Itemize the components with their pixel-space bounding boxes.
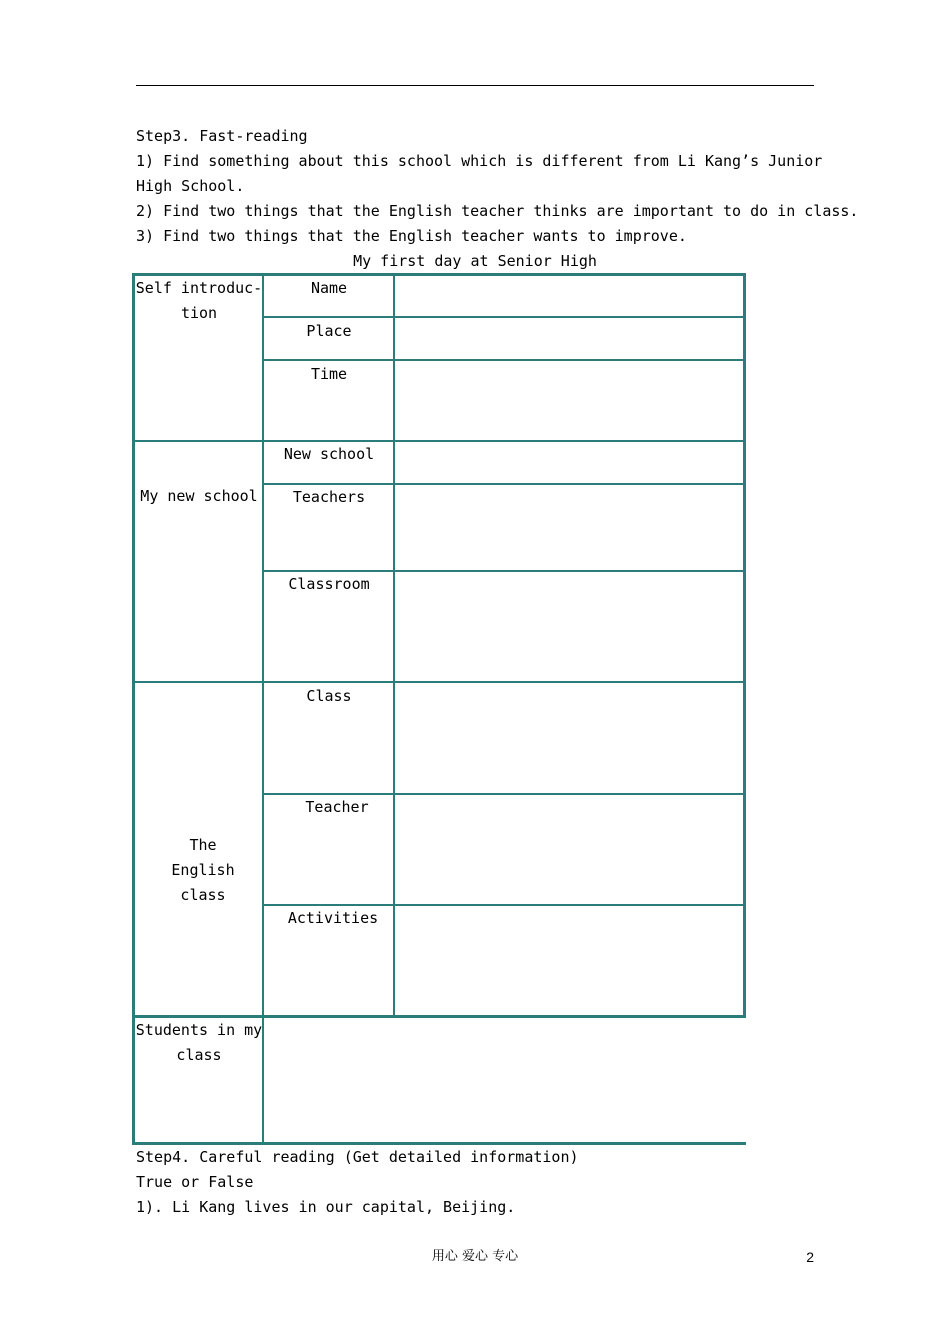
group-students-in-my-class: Students in my class — [135, 1021, 263, 1064]
question-1: 1). Li Kang lives in our capital, Beijing. — [136, 1198, 516, 1216]
task-1-line-1: 1) Find something about this school which is different from Li Kang’s Junior — [136, 152, 823, 170]
row-line — [262, 359, 746, 361]
group-line — [132, 440, 746, 442]
row-label-new-school: New school — [283, 445, 375, 463]
step3-heading: Step3. Fast-reading — [136, 127, 308, 145]
group-english-class-line-3: class — [180, 886, 226, 904]
group-line — [132, 681, 746, 683]
row-label-teachers: Teachers — [292, 488, 366, 506]
group-english-class-line-1: The — [189, 836, 217, 854]
task-3: 3) Find two things that the English teacher wants to improve. — [136, 227, 687, 245]
task-2: 2) Find two things that the English teacher thinks are important to do in class. — [136, 202, 859, 220]
row-label-activities: Activities — [287, 909, 379, 927]
reading-table — [132, 273, 746, 1145]
row-label-teacher: Teacher — [305, 798, 369, 816]
table-border-right — [743, 273, 746, 1018]
row-label-time: Time — [310, 365, 348, 383]
table-title: My first day at Senior High — [353, 252, 597, 270]
row-label-classroom: Classroom — [288, 575, 370, 593]
row-label-name: Name — [310, 279, 348, 297]
group-self-introduction: Self introduc-tion — [135, 279, 263, 322]
true-or-false-heading: True or False — [136, 1173, 254, 1191]
page-number: 2 — [806, 1249, 814, 1265]
group-my-new-school: My new school — [140, 487, 258, 505]
row-label-place: Place — [306, 322, 352, 340]
row-label-class: Class — [306, 687, 352, 705]
step4-heading: Step4. Careful reading (Get detailed information) — [136, 1148, 579, 1166]
footer-text: 用心 爱心 专心 — [431, 1249, 519, 1264]
group-english-class-line-2: English — [171, 861, 235, 879]
row-line — [262, 316, 746, 318]
task-1-line-2: High School. — [136, 177, 245, 195]
header-rule — [136, 85, 814, 86]
group-english-class — [135, 833, 271, 908]
